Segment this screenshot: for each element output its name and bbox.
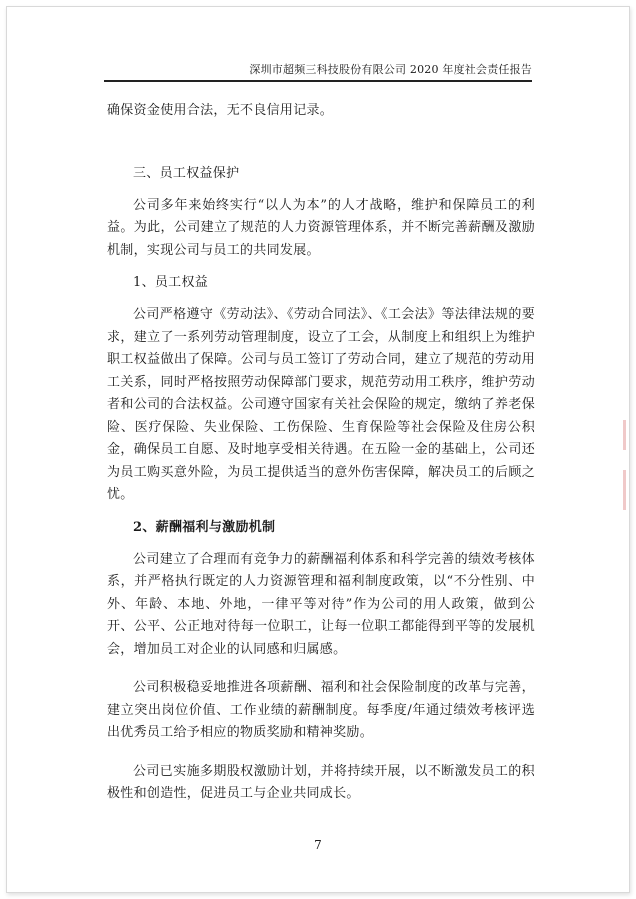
intro-line: 确保资金使用合法，无不良信用记录。 [107,103,334,118]
employee-rights-paragraph: 公司严格遵守《劳动法》、《劳动合同法》、《工会法》等法律法规的要求，建立了一系列劳动管理制度，设立了工会，从制度上和组织上为维护职工权益做出了保障。公司与员工签订了劳动合同，建立了规范的劳动用工关系，同时严格按照劳动保障部门要求，规范劳动用工秩序，维护劳动者和公司的合法权益。公司遵守国家有关社会保险的规定，缴纳了养老保险、医疗保险、失业保险、工伤保险、生育保险等社会保险及住房公积金，确保员工自愿、及时地享受相关待遇。在五险一金的基础上，公司还为员工购买意外险，为员工提供适当的意外伤害保障，解决员工的后顾之忧。 [107,307,535,502]
document-body [107,100,535,806]
compensation-paragraph-1: 公司建立了合理而有竞争力的薪酬福利体系和科学完善的绩效考核体系，并严格执行既定的人力资源管理和福利制度政策，以“不分性别、中外、年龄、本地、外地，一律平等对待”作为公司的用人政策，做到公开、公平、公正地对待每一位职工，让每一位职工都能得到平等的发展机会，增加员工对企业的认同感和归属感。 [107,551,535,657]
page-number: 7 [314,838,322,852]
report-header: 深圳市超频三科技股份有限公司 2020 年度社会责任报告 [104,63,532,82]
compensation-paragraph-3: 公司已实施多期股权激励计划，并将持续开展，以不断激发员工的积极性和创造性，促进员工与企业共同成长。 [107,763,535,801]
edge-scan-mark [623,470,626,510]
section-title: 三、员工权益保护 [133,165,240,181]
subsection-title-employee-rights: 1、员工权益 [133,275,209,290]
edge-scan-mark [623,420,626,450]
compensation-paragraph-2: 公司积极稳妥地推进各项薪酬、福利和社会保险制度的改革与完善，建立突出岗位价值、工作业绩的薪酬制度。每季度/年通过绩效考核评选出优秀员工给予相应的物质奖励和精神奖励。 [107,680,535,740]
subsection-title-compensation: 2、薪酬福利与激励机制 [133,519,276,535]
section-intro-paragraph: 公司多年来始终实行“以人为本”的人才战略，维护和保障员工的利益。为此，公司建立了规范的人力资源管理体系，并不断完善薪酬及激励机制，实现公司与员工的共同发展。 [107,197,535,258]
